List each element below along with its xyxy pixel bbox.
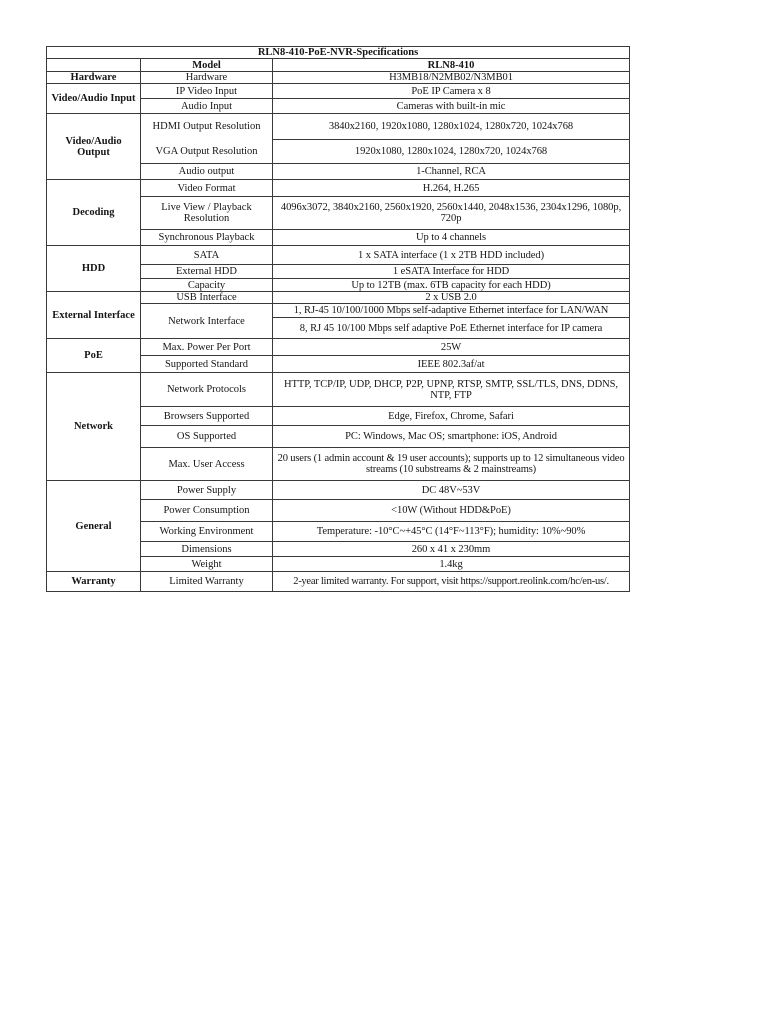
spec-label: IP Video Input [141,84,273,99]
table-row [47,292,630,304]
category-cell: PoE [47,339,141,373]
spec-label: Weight [141,557,273,572]
table-row [47,373,630,407]
spec-value: HTTP, TCP/IP, UDP, DHCP, P2P, UPNP, RTSP, SMTP, SSL/TLS, DNS, DDNS, NTP, FTP [273,373,630,407]
spec-value: 1-Channel, RCA [273,164,630,180]
category-cell: Network [47,373,141,481]
spec-label: VGA Output Resolution [141,140,273,164]
spec-value: 1920x1080, 1280x1024, 1280x720, 1024x768 [273,140,630,164]
header-model-label: Model [141,59,273,72]
category-cell: HDD [47,246,141,292]
spec-label: Power Supply [141,481,273,500]
spec-label: Power Consumption [141,500,273,522]
category-cell: Video/Audio Output [47,114,141,180]
spec-value: 1, RJ-45 10/100/1000 Mbps self-adaptive Ethernet interface for LAN/WAN [273,304,630,318]
category-cell: Video/Audio Input [47,84,141,114]
spec-value: <10W (Without HDD&PoE) [273,500,630,522]
header-model-value: RLN8-410 [273,59,630,72]
spec-value: 4096x3072, 3840x2160, 2560x1920, 2560x1440, 2048x1536, 2304x1296, 1080p, 720p [273,197,630,230]
spec-value: PC: Windows, Mac OS; smartphone: iOS, Android [273,426,630,448]
spec-label: External HDD [141,265,273,279]
spec-value: Temperature: -10°C~+45°C (14°F~113°F); humidity: 10%~90% [273,522,630,542]
spec-label: Video Format [141,180,273,197]
spec-label: Browsers Supported [141,407,273,426]
spec-label: OS Supported [141,426,273,448]
spec-value: 8, RJ 45 10/100 Mbps self adaptive PoE Ethernet interface for IP camera [273,318,630,339]
title-row [47,47,630,59]
spec-label: Max. User Access [141,448,273,481]
spec-label: Dimensions [141,542,273,557]
table-title: RLN8-410-PoE-NVR-Specifications [47,47,630,59]
category-cell: Warranty [47,572,141,592]
table-row [47,572,630,592]
table-row [47,114,630,140]
table-row [47,72,630,84]
spec-label: Audio output [141,164,273,180]
category-cell: Decoding [47,180,141,246]
spec-label: SATA [141,246,273,265]
category-cell: External Interface [47,292,141,339]
spec-value: PoE IP Camera x 8 [273,84,630,99]
spec-value: Up to 4 channels [273,230,630,246]
spec-label: Audio Input [141,99,273,114]
header-row [47,59,630,72]
spec-value: Edge, Firefox, Chrome, Safari [273,407,630,426]
table-row [47,481,630,500]
header-category-cell [47,59,141,72]
spec-value: 25W [273,339,630,356]
spec-label: Hardware [141,72,273,84]
category-cell: General [47,481,141,572]
spec-label: USB Interface [141,292,273,304]
category-cell: Hardware [47,72,141,84]
spec-value: 1 x SATA interface (1 x 2TB HDD included) [273,246,630,265]
spec-label: Supported Standard [141,356,273,373]
spec-value: DC 48V~53V [273,481,630,500]
spec-value: Cameras with built-in mic [273,99,630,114]
spec-label: Capacity [141,279,273,292]
spec-label: Limited Warranty [141,572,273,592]
table-row [47,246,630,265]
spec-label: Max. Power Per Port [141,339,273,356]
spec-value: Up to 12TB (max. 6TB capacity for each HDD) [273,279,630,292]
table-row [47,84,630,99]
spec-label: Network Protocols [141,373,273,407]
table-row [47,180,630,197]
spec-value: IEEE 802.3af/at [273,356,630,373]
spec-value: 20 users (1 admin account & 19 user accounts); supports up to 12 simultaneous video streams (10 substreams & 2 mainstreams) [273,448,630,481]
spec-value: 2-year limited warranty. For support, visit https://support.reolink.com/hc/en-us/. [273,572,630,592]
spec-label: Working Environment [141,522,273,542]
spec-value: 1.4kg [273,557,630,572]
spec-value: 2 x USB 2.0 [273,292,630,304]
spec-label: Synchronous Playback [141,230,273,246]
spec-value: 1 eSATA Interface for HDD [273,265,630,279]
spec-label: HDMI Output Resolution [141,114,273,140]
spec-label: Live View / Playback Resolution [141,197,273,230]
spec-value: 260 x 41 x 230mm [273,542,630,557]
table-row [47,339,630,356]
spec-value: H3MB18/N2MB02/N3MB01 [273,72,630,84]
spec-value: 3840x2160, 1920x1080, 1280x1024, 1280x720, 1024x768 [273,114,630,140]
spec-label: Network Interface [141,304,273,339]
spec-table [46,46,630,592]
spec-value: H.264, H.265 [273,180,630,197]
